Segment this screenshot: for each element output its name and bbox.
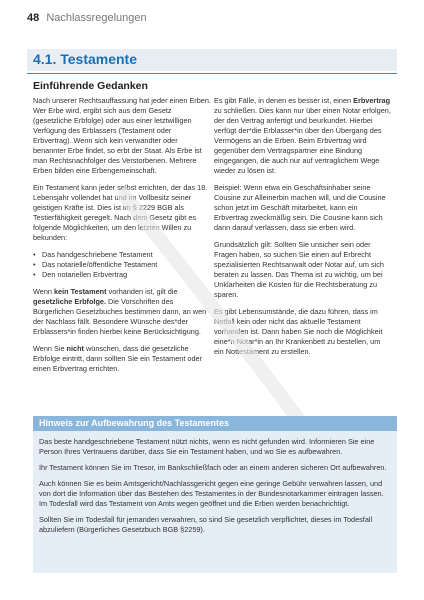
section-title: 4.1. Testamente xyxy=(33,51,138,67)
paragraph: Es gibt Fälle, in denen es besser ist, einen Erbvertrag zu schließen. Dies kann nur über einen Notar erfolgen, der den Vertrag anfertigt und beurkundet. Hierbei verfügt der*die Erblasser*in über den Übergang des Vermögens an die Erben. Beim Erbvertrag wird gegenüber dem Vertragspartner eine Bindung eingegangen, die auch nur auf vertraglichem Wege wieder zu lösen ist. xyxy=(214,96,391,175)
paragraph: Ein Testament kann jeder selbst errichten, der das 18. Lebensjahr vollendet hat und im Vollbesitz seiner geistigen Kräfte ist. Dies ist im § 2229 BGB als Testierfähigkeit geregelt. Nach dem Gesetz gibt es folgende Möglichkeiten, um den letzten Willen zu bekunden: xyxy=(33,183,208,242)
paragraph: Das beste handgeschriebene Testament nützt nichts, wenn es nicht gefunden wird. Informieren Sie eine Person Ihres Vertrauens darüber, dass Sie ein Testament haben, und wo Sie es aufbewahren. xyxy=(39,437,375,456)
right-column xyxy=(214,96,392,364)
paragraph: Wenn kein Testament vorhanden ist, gilt die gesetzliche Erbfolge. Die Vorschriften des Bürgerlichen Gesetzbuches bestimmen dann, an wen der Nachlass fällt. Besondere Wünsche des*der Erblassers*in finden hierbei keine Berücksichtigung. xyxy=(33,287,207,336)
paragraph: Grundsätzlich gilt: Sollten Sie unsicher sein oder Fragen haben, so suchen Sie einen auf Erbrecht spezialisierten Rechtsanwalt oder Notar auf, um sich beraten zu lassen. Das Thema ist zu wichtig, um bei Unklarheiten die Kosten für die Rechtsberatung zu sparen. xyxy=(214,240,384,299)
emphasis: gesetzliche Erbfolge. xyxy=(33,297,106,306)
hint-box-body xyxy=(33,431,397,573)
paragraph: Beispiel: Wenn etwa ein Geschäftsinhaber seine Cousine zur Alleinerbin machen will, und die Cousine schon jetzt im Geschäft mitarbeitet, kann ein Erbvertrag zweckmäßig sein. Die Cousine kann sich dann darauf verlassen, dass sie erben wird. xyxy=(214,183,386,232)
list-item: • Das handgeschriebene Testament xyxy=(33,250,211,260)
left-column xyxy=(33,96,211,381)
hint-box-header xyxy=(33,416,397,431)
emphasis: kein Testament xyxy=(53,287,107,296)
paragraph: Es gibt Lebensumstände, die dazu führen, dass im Notfall kein oder nicht das aktuelle Testament vorhanden ist. Dann haben Sie noch die Möglichkeit eine*n Notar*in an Ihr Krankenbett zu bestellen, um ein Nottestament zu erstellen. xyxy=(214,307,383,356)
emphasis: Erbvertrag xyxy=(353,96,391,105)
title-rule xyxy=(27,73,397,74)
paragraph: Nach unserer Rechtsauffassung hat jeder einen Erben. Wer Erbe wird, ergibt sich aus dem Gesetz (gesetzliche Erbfolge) oder aus einer letztwilligen Verfügung des Erblassers (Testament oder Erbvertrag). Wenn sich kein verwandter oder benannter Erbe findet, so erbt der Staat. Als Erbe ist man Rechtsnachfolger des Verstorbenen. Mehrere Erben bilden eine Erbengemeinschaft. xyxy=(33,96,211,175)
option-list xyxy=(33,250,211,280)
paragraph: Sollten Sie im Todesfall für jemanden verwahren, so sind Sie gesetzlich verpflichtet, dieses im Todesfall abzuliefern (Bürgerliches Gesetzbuch BGB §2259). xyxy=(39,515,373,534)
paragraph: Ihr Testament können Sie im Tresor, im Bankschließfach oder an einem anderen sicheren Ort aufbewahren. xyxy=(39,463,387,472)
list-item: • Den notariellen Erbvertrag xyxy=(33,270,211,280)
emphasis: nicht xyxy=(66,344,84,353)
running-header xyxy=(27,12,147,24)
list-item: • Das notarielle/öffentliche Testament xyxy=(33,260,211,270)
running-section-title: Nachlassregelungen xyxy=(46,12,147,24)
page-number: 48 xyxy=(27,12,40,24)
section-title-bar xyxy=(27,49,397,71)
subheading: Einführende Gedanken xyxy=(33,80,148,92)
hint-box-title: Hinweis zur Aufbewahrung des Testamentes xyxy=(39,418,230,428)
paragraph: Auch können Sie es beim Amtsgericht/Nachlassgericht gegen eine geringe Gebühr verwahren lassen, und von dort die Information über das Bestehen des Testamentes in der Bundesnotarkammer eintragen lassen. Im Todesfall wird das Testament von Amts wegen geöffnet und die Erben werden benachrichtigt. xyxy=(39,479,384,508)
paragraph: Wenn Sie nicht wünschen, dass die gesetzliche Erbfolge eintritt, dann sollten Sie ein Testament oder einen Erbvertrag errichten. xyxy=(33,344,203,373)
